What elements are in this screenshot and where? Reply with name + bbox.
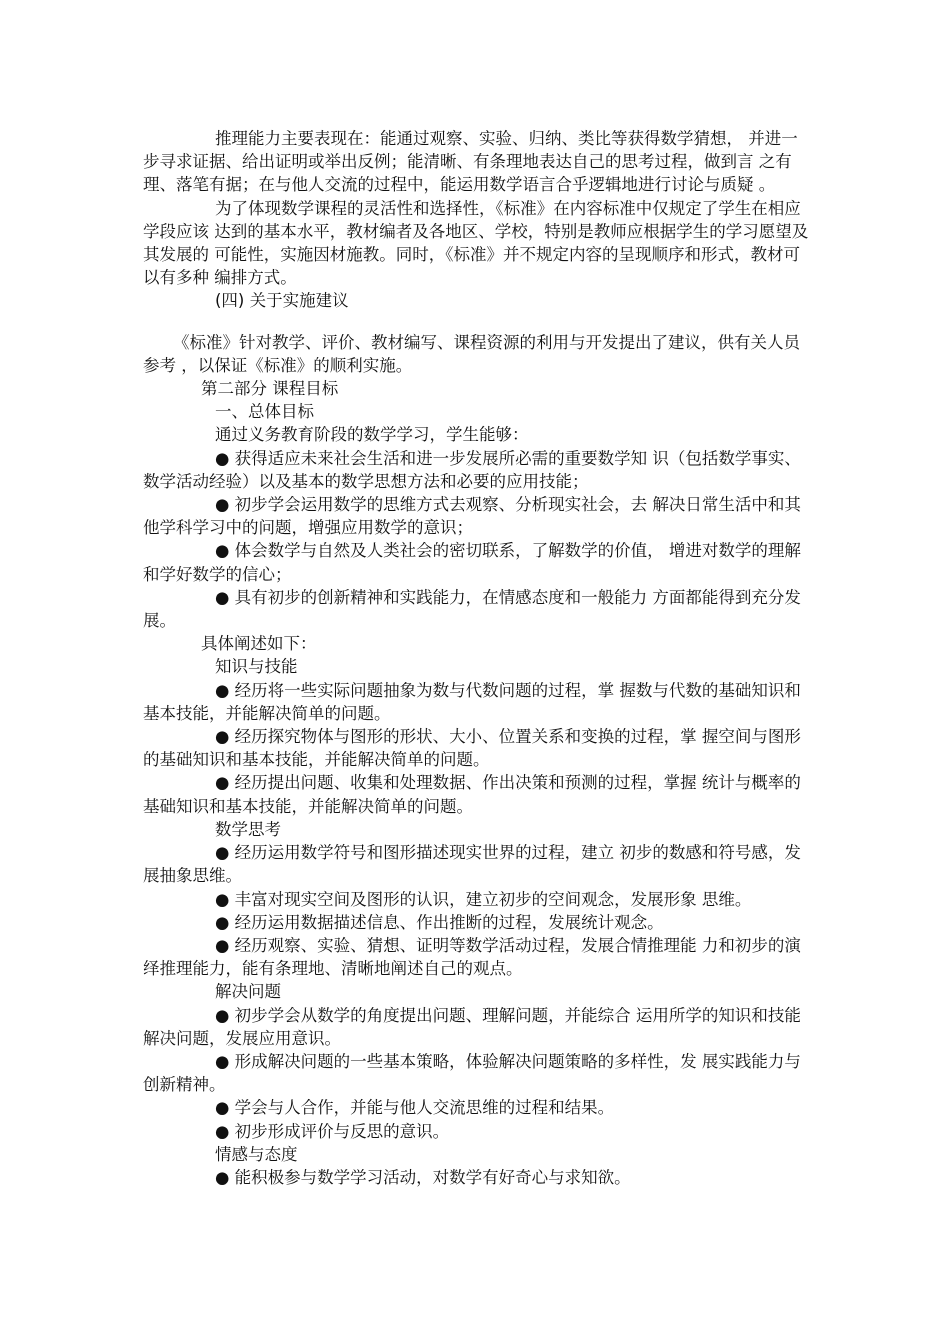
attitude-item: ● 能积极参与数学学习活动，对数学有好奇心与求知欲。 — [215, 1167, 631, 1187]
goal-item: ● 具有初步的创新精神和实践能力，在情感态度和一般能力 方面都能得到充分发展。 — [143, 587, 801, 631]
thinking-item: ● 经历运用数据描述信息、作出推断的过程，发展统计观念。 — [215, 912, 664, 932]
goal-item: ● 获得适应未来社会生活和进一步发展所必需的重要数学知 识（包括数学事实、数学活动经验）以及基本的数学思想方法和必要的应用技能； — [143, 448, 801, 491]
paragraph-suggestions: 《标准》针对教学、评价、教材编写、课程资源的利用与开发提出了建议，供有关人员参考 ，以保证《标准》的顺利实施。 — [143, 332, 800, 375]
heading-knowledge-skills: 知识与技能 — [215, 657, 298, 677]
knowledge-item: ● 经历探究物体与图形的形状、大小、位置关系和变换的过程，掌 握空间与图形的基础知识和基本技能，并能解决简单的问题。 — [143, 727, 801, 770]
heading-emotion-attitude: 情感与态度 — [215, 1144, 298, 1164]
problem-item: ● 初步学会从数学的角度提出问题、理解问题，并能综合 运用所学的知识和技能解决问题，发展应用意识。 — [143, 1005, 801, 1048]
thinking-item: ● 丰富对现实空间及图形的认识，建立初步的空间观念，发展形象 思维。 — [215, 889, 752, 909]
thinking-item: ● 经历观察、实验、猜想、证明等数学活动过程，发展合情推理能 力和初步的演绎推理能力，能有条理地、清晰地阐述自己的观点。 — [143, 935, 801, 979]
heading-implementation: (四) 关于实施建议 — [215, 291, 349, 311]
heading-overall-goals: 一、总体目标 — [215, 402, 314, 422]
thinking-item: ● 经历运用数学符号和图形描述现实世界的过程，建立 初步的数感和符号感，发展抽象思维。 — [143, 843, 801, 886]
paragraph-flexibility: 为了体现数学课程的灵活性和选择性，《标准》在内容标准中仅规定了学生在相应 学段应该 达到的基本水平，教材编者及各地区、学校，特别是教师应根据学生的学习愿望及其发展的 可能性，实施因材施教。同时，《标准》并不规定内容的呈现顺序和形式，教材可以有多种 编排方式。 — [143, 198, 809, 288]
spacer — [143, 313, 810, 331]
heading-problem-solving: 解决问题 — [215, 982, 281, 1002]
goals-intro: 通过义务教育阶段的数学学习，学生能够： — [215, 425, 529, 445]
problem-item: ● 学会与人合作，并能与他人交流思维的过程和结果。 — [215, 1098, 615, 1118]
knowledge-item: ● 经历提出问题、收集和处理数据、作出决策和预测的过程，掌握 统计与概率的基础知识和基本技能，并能解决简单的问题。 — [143, 773, 801, 816]
heading-math-thinking: 数学思考 — [215, 819, 281, 839]
problem-item: ● 形成解决问题的一些基本策略，体验解决问题策略的多样性，发 展实践能力与创新精神。 — [143, 1051, 801, 1095]
knowledge-item: ● 经历将一些实际问题抽象为数与代数问题的过程，掌 握数与代数的基础知识和基本技能，并能解决简单的问题。 — [143, 680, 801, 723]
problem-item: ● 初步形成评价与反思的意识。 — [215, 1121, 450, 1141]
heading-part-two: 第二部分 课程目标 — [201, 379, 339, 399]
goal-item: ● 体会数学与自然及人类社会的密切联系，了解数学的价值， 增进对数学的理解和学好数学的信心； — [143, 541, 801, 584]
goal-item: ● 初步学会运用数学的思维方式去观察、分析现实社会，去 解决日常生活中和其他学科学习中的问题，增强应用数学的意识； — [143, 495, 801, 538]
paragraph-reasoning: 推理能力主要表现在：能通过观察、实验、归纳、类比等获得数学猜想， 并进一步寻求证据、给出证明或举出反例；能清晰、有条理地表达自己的思考过程，做到言 之有理、落笔有据；在与他人交流的过程中，能运用数学语言合乎逻辑地进行讨论与质疑 。 — [143, 129, 798, 195]
detail-intro: 具体阐述如下： — [201, 634, 317, 654]
